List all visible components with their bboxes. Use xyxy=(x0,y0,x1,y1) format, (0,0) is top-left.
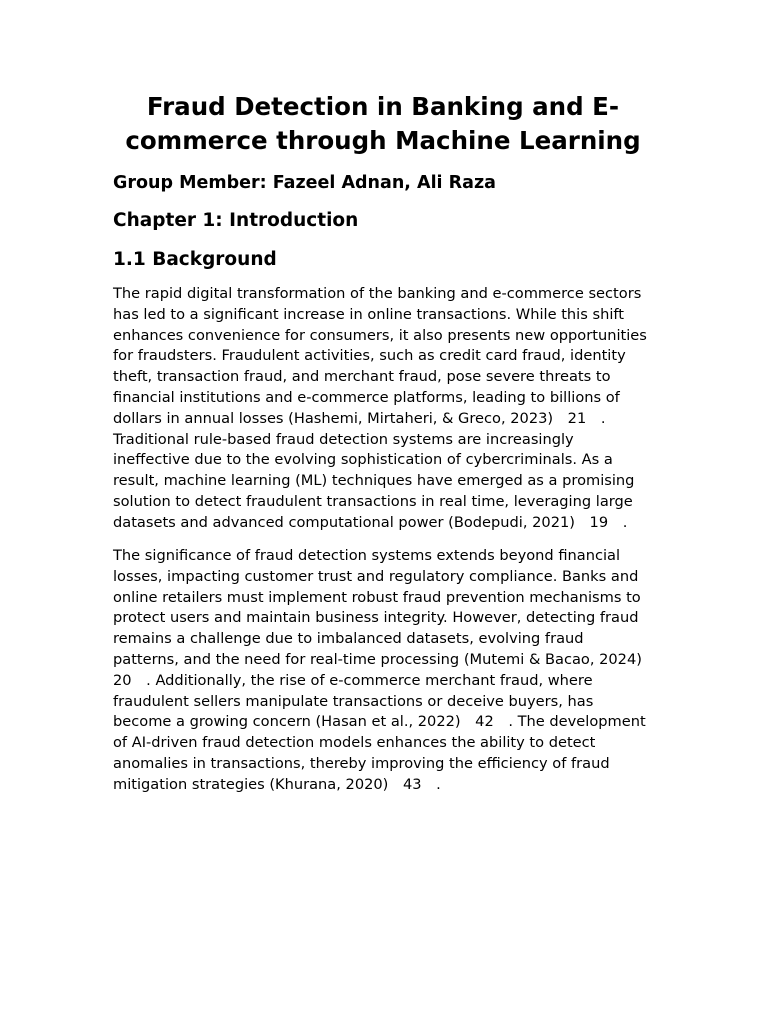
group-member-line: Group Member: Fazeel Adnan, Ali Raza xyxy=(113,173,496,193)
document-page xyxy=(113,90,657,808)
document-title: Fraud Detection in Banking and E-commerce through Machine Learning xyxy=(125,92,641,155)
section-heading: 1.1 Background xyxy=(113,249,277,270)
body-paragraph: The rapid digital transformation of the banking and e-commerce sectors has led to a significant increase in online transactions. While this shift enhances convenience for consumers, it also presents new opportunities for fraudsters. Fraudulent activities, such as credit card fraud, identity theft, transaction fraud, and merchant fraud, pose severe threats to financial institutions and e-commerce platforms, leading to billions of dollars in annual losses (Hashemi, Mirtaheri, & Greco, 2023) 21 . Traditional rule-based fraud detection systems are increasingly ineffective due to the evolving sophistication of cybercriminals. As a result, machine learning (ML) techniques have emerged as a promising solution to detect fraudulent transactions in real time, leveraging large datasets and advanced computational power (Bodepudi, 2021) 19 . xyxy=(113,285,647,531)
chapter-heading: Chapter 1: Introduction xyxy=(113,210,359,231)
body-paragraph: The significance of fraud detection systems extends beyond financial losses, impacting customer trust and regulatory compliance. Banks and online retailers must implement robust fraud prevention mechanisms to protect users and maintain business integrity. However, detecting fraud remains a challenge due to imbalanced datasets, evolving fraud patterns, and the need for real-time processing (Mutemi & Bacao, 2024) 20 . Additionally, the rise of e-commerce merchant fraud, where fraudulent sellers manipulate transactions or deceive buyers, has become a growing concern (Hasan et al., 2022) 42 . The development of AI-driven fraud detection models enhances the ability to detect anomalies in transactions, thereby improving the efficiency of fraud mitigation strategies (Khurana, 2020) 43 . xyxy=(113,547,657,793)
